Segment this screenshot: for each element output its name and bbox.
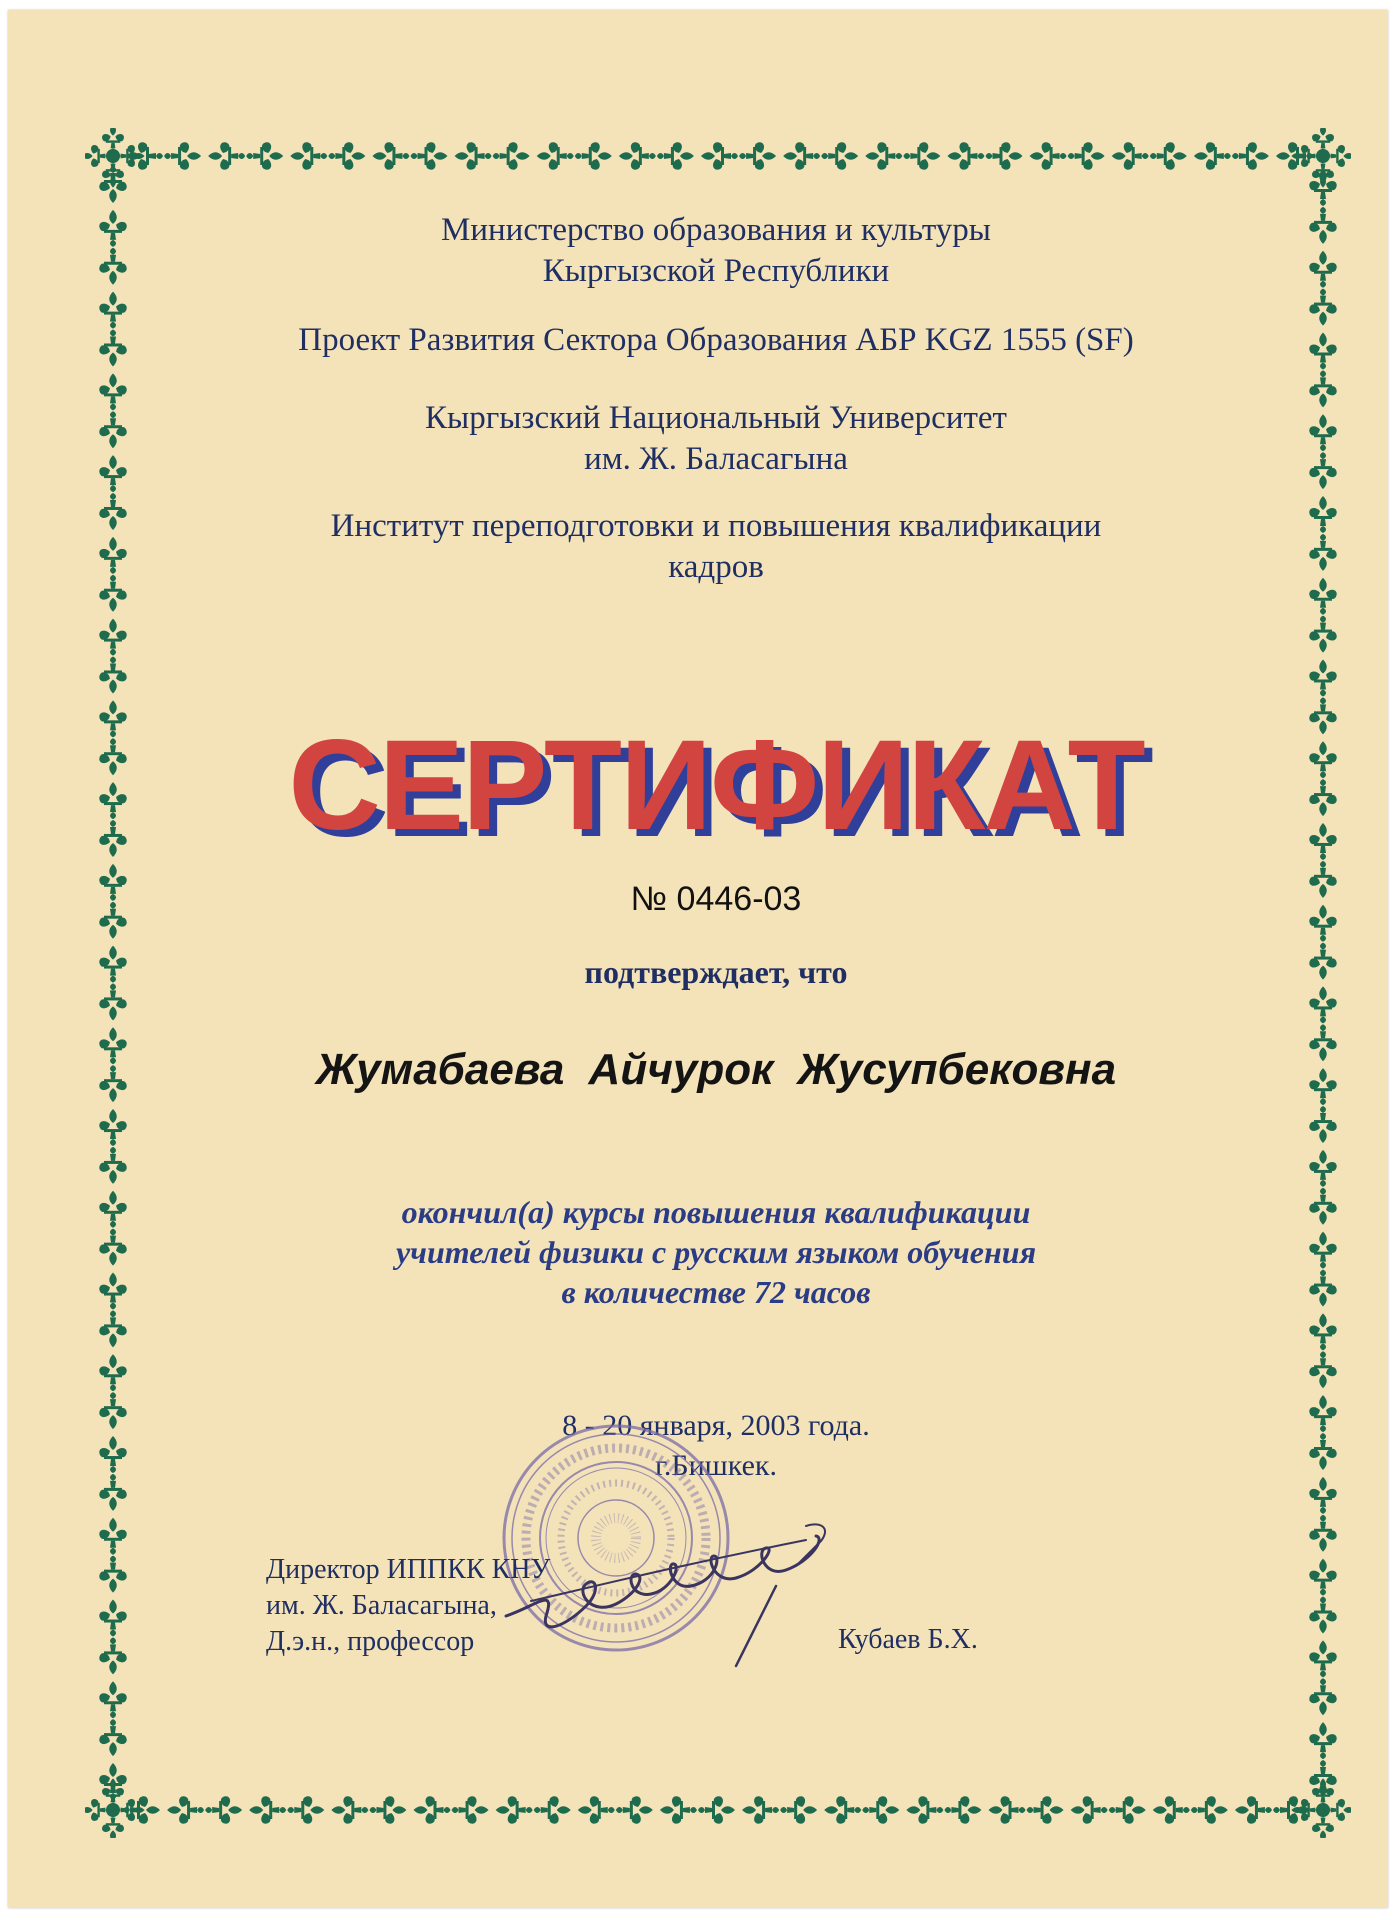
frame-ornament bbox=[493, 142, 530, 169]
frame-ornament bbox=[1309, 823, 1336, 860]
frame-ornament bbox=[616, 1796, 653, 1823]
frame-ornament bbox=[99, 1556, 126, 1593]
frame-ornament bbox=[1194, 142, 1231, 169]
frame-ornament bbox=[99, 1354, 126, 1391]
frame-ornament bbox=[1309, 1433, 1336, 1470]
frame-ornament bbox=[99, 700, 126, 737]
frame-ornament bbox=[99, 292, 126, 329]
frame-ornament bbox=[701, 142, 738, 169]
frame-ornament bbox=[1232, 142, 1269, 169]
frame-ornament bbox=[537, 142, 574, 169]
frame-ornament bbox=[578, 1796, 615, 1823]
frame-ornament bbox=[1309, 332, 1336, 369]
frame-ornament bbox=[1153, 1796, 1190, 1823]
frame-ornament bbox=[1309, 697, 1336, 734]
frame-ornament bbox=[287, 1796, 324, 1823]
frame-ornament bbox=[1309, 370, 1336, 407]
signatory-position-line-1: Директор ИППКК КНУ bbox=[266, 1554, 551, 1585]
frame-ornament bbox=[1309, 1232, 1336, 1269]
frame-ornament bbox=[660, 1796, 697, 1823]
recipient-name: Жумабаева Айчурок Жусупбековна bbox=[315, 1045, 1117, 1094]
frame-ornament bbox=[99, 738, 126, 775]
frame-ornament bbox=[824, 1796, 861, 1823]
course-city: г.Бишкек. bbox=[654, 1449, 778, 1482]
frame-ornament bbox=[1309, 779, 1336, 816]
frame-ornament bbox=[369, 1796, 406, 1823]
frame-ornament bbox=[947, 142, 984, 169]
frame-ornament bbox=[865, 142, 902, 169]
frame-ornament bbox=[99, 1310, 126, 1347]
frame-ornament bbox=[906, 1796, 943, 1823]
frame-ornament bbox=[1309, 741, 1336, 778]
course-line-3: в количестве 72 часов bbox=[561, 1274, 871, 1310]
frame-ornament bbox=[1309, 616, 1336, 653]
frame-ornament bbox=[739, 142, 776, 169]
frame-ornament bbox=[1027, 1796, 1064, 1823]
frame-ornament bbox=[1109, 1796, 1146, 1823]
frame-ornament bbox=[99, 820, 126, 857]
frame-ornament bbox=[1309, 659, 1336, 696]
frame-ornament bbox=[99, 411, 126, 448]
frame-ornament bbox=[99, 983, 126, 1020]
frame-ornament bbox=[99, 1147, 126, 1184]
frame-ornament bbox=[99, 902, 126, 939]
frame-ornament bbox=[534, 1796, 571, 1823]
frame-ornament bbox=[698, 1796, 735, 1823]
frame-ornament bbox=[99, 1191, 126, 1228]
frame-ornament bbox=[99, 1436, 126, 1473]
frame-ornament bbox=[783, 142, 820, 169]
frame-ornament bbox=[862, 1796, 899, 1823]
frame-ornament bbox=[1309, 1024, 1336, 1061]
frame-ornament bbox=[1309, 289, 1336, 326]
frame-ornament bbox=[1309, 1477, 1336, 1514]
project-name: Проект Развития Сектора Образования АБР KGZ 1555 (SF) bbox=[298, 322, 1134, 358]
frame-ornament bbox=[246, 142, 283, 169]
frame-ornament bbox=[1309, 1395, 1336, 1432]
frame-ornament bbox=[1150, 142, 1187, 169]
frame-ornament bbox=[821, 142, 858, 169]
frame-ornament bbox=[1309, 578, 1336, 615]
frame-ornament bbox=[99, 373, 126, 410]
frame-ornament bbox=[1071, 1796, 1108, 1823]
frame-ornament bbox=[99, 210, 126, 247]
frame-ornament bbox=[99, 782, 126, 819]
frame-ornament bbox=[657, 142, 694, 169]
frame-ornament bbox=[99, 946, 126, 983]
frame-ornament bbox=[1309, 1722, 1336, 1759]
certificate-number: № 0446-03 bbox=[630, 880, 802, 918]
frame-ornament bbox=[1068, 142, 1105, 169]
frame-ornament bbox=[1309, 1559, 1336, 1596]
frame-ornament bbox=[99, 1681, 126, 1718]
frame-ornament bbox=[1112, 142, 1149, 169]
frame-ornament bbox=[99, 1719, 126, 1756]
frame-ornament bbox=[99, 537, 126, 574]
frame-ornament bbox=[1309, 1678, 1336, 1715]
certificate-title: СЕРТИФИКАТ bbox=[288, 714, 1144, 857]
frame-ornament bbox=[99, 1273, 126, 1310]
frame-ornament bbox=[205, 1796, 242, 1823]
frame-ornament bbox=[99, 248, 126, 285]
course-line-2: учителей физики с русским языком обучения bbox=[395, 1234, 1037, 1270]
frame-ornament bbox=[331, 1796, 368, 1823]
frame-ornament bbox=[99, 619, 126, 656]
university-line-2: им. Ж. Баласагына bbox=[584, 441, 848, 477]
frame-ornament bbox=[99, 864, 126, 901]
frame-ornament bbox=[249, 1796, 286, 1823]
signatory-position-line-3: Д.э.н., профессор bbox=[266, 1626, 475, 1657]
frame-ornament bbox=[99, 1518, 126, 1555]
frame-ornament bbox=[99, 1637, 126, 1674]
frame-ornament bbox=[742, 1796, 779, 1823]
frame-ornament bbox=[99, 329, 126, 366]
frame-ornament bbox=[944, 1796, 981, 1823]
institute-line-2: кадров bbox=[668, 549, 764, 585]
frame-ornament bbox=[1309, 1351, 1336, 1388]
frame-ornament bbox=[1309, 251, 1336, 288]
frame-ornament bbox=[989, 1796, 1026, 1823]
frame-ornament bbox=[1309, 905, 1336, 942]
frame-ornament bbox=[1309, 207, 1336, 244]
frame-ornament bbox=[167, 1796, 204, 1823]
ministry-line-2: Кыргызской Республики bbox=[542, 253, 890, 289]
institute-line-1: Институт переподготовки и повышения квалификации bbox=[330, 508, 1102, 544]
frame-ornament bbox=[99, 493, 126, 530]
frame-ornament bbox=[1309, 496, 1336, 533]
frame-ornament bbox=[99, 1392, 126, 1429]
frame-ornament bbox=[99, 1600, 126, 1637]
frame-ornament bbox=[575, 142, 612, 169]
frame-ornament bbox=[903, 142, 940, 169]
frame-ornament bbox=[1309, 1270, 1336, 1307]
frame-ornament bbox=[1309, 861, 1336, 898]
frame-ornament bbox=[1309, 1640, 1336, 1677]
frame-ornament bbox=[1309, 1515, 1336, 1552]
frame-ornament bbox=[1309, 1313, 1336, 1350]
frame-ornament bbox=[99, 1474, 126, 1511]
frame-ornament bbox=[99, 1229, 126, 1266]
frame-ornament bbox=[1309, 943, 1336, 980]
frame-ornament bbox=[619, 142, 656, 169]
frame-ornament bbox=[99, 656, 126, 693]
frame-ornament bbox=[1030, 142, 1067, 169]
frame-ornament bbox=[1309, 1068, 1336, 1105]
frame-ornament bbox=[99, 1109, 126, 1146]
frame-ornament bbox=[1309, 1188, 1336, 1225]
frame-ornament bbox=[1309, 414, 1336, 451]
frame-ornament bbox=[414, 1796, 451, 1823]
certificate-paper bbox=[8, 10, 1388, 1908]
frame-ornament bbox=[99, 1027, 126, 1064]
frame-ornament bbox=[1309, 1106, 1336, 1143]
frame-ornament bbox=[164, 142, 201, 169]
course-line-1: окончил(а) курсы повышения квалификации bbox=[401, 1194, 1031, 1230]
frame-ornament bbox=[780, 1796, 817, 1823]
frame-ornament bbox=[372, 142, 409, 169]
course-dates: 8 - 20 января, 2003 года. bbox=[562, 1409, 870, 1442]
frame-ornament bbox=[1191, 1796, 1228, 1823]
frame-ornament bbox=[1309, 986, 1336, 1023]
frame-ornament bbox=[208, 142, 245, 169]
frame-ornament bbox=[1235, 1796, 1272, 1823]
frame-ornament bbox=[411, 142, 448, 169]
frame-ornament bbox=[496, 1796, 533, 1823]
confirms-text: подтверждает, что bbox=[584, 954, 848, 990]
signatory-position-line-2: им. Ж. Баласагына, bbox=[266, 1590, 497, 1621]
signatory-position bbox=[266, 1552, 550, 1660]
frame-ornament bbox=[1309, 1150, 1336, 1187]
frame-ornament bbox=[328, 142, 365, 169]
university-line-1: Кыргызский Национальный Университет bbox=[425, 400, 1007, 436]
frame-ornament bbox=[99, 455, 126, 492]
frame-ornament bbox=[1309, 452, 1336, 489]
course-description bbox=[158, 1192, 1274, 1312]
ministry-line-1: Министерство образования и культуры bbox=[441, 212, 991, 248]
frame-ornament bbox=[1309, 1597, 1336, 1634]
frame-ornament bbox=[452, 1796, 489, 1823]
frame-ornament bbox=[290, 142, 327, 169]
frame-ornament bbox=[99, 575, 126, 612]
frame-ornament bbox=[455, 142, 492, 169]
signatory-name: Кубаев Б.Х. bbox=[838, 1624, 978, 1655]
frame-ornament bbox=[99, 1065, 126, 1102]
frame-ornament bbox=[1309, 534, 1336, 571]
frame-ornament bbox=[986, 142, 1023, 169]
